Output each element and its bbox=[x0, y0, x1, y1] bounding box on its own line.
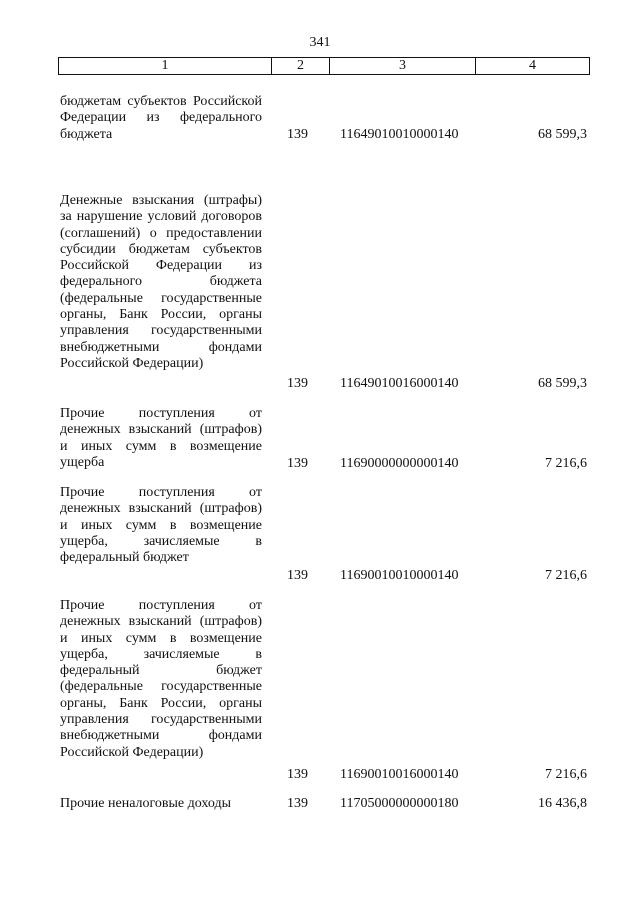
column-header-row bbox=[59, 58, 590, 75]
row-admin-code: 139 bbox=[287, 766, 308, 782]
row-admin-code: 139 bbox=[287, 567, 308, 583]
row-amount: 7 216,6 bbox=[545, 455, 587, 471]
column-header-2: 2 bbox=[272, 58, 330, 75]
page-number: 341 bbox=[309, 35, 331, 50]
row-admin-code: 139 bbox=[287, 795, 308, 811]
row-description: Прочие неналоговые доходы bbox=[60, 796, 232, 811]
table-row bbox=[60, 485, 589, 584]
row-admin-code: 139 bbox=[287, 126, 308, 142]
row-kbk-code: 11705000000000180 bbox=[340, 795, 459, 811]
row-description: Прочие поступления от денежных взысканий (штрафов) и иных сумм в возмещение ущерба, зачисляемые в федеральный бюджет (федеральные государственные органы, Банк России, органы управления государственными внебюджетными фондами Российской Федерации) bbox=[60, 598, 262, 760]
row-kbk-code: 11649010016000140 bbox=[340, 375, 459, 391]
row-amount: 7 216,6 bbox=[545, 567, 587, 583]
column-header-1: 1 bbox=[59, 58, 272, 75]
row-kbk-code: 11690010010000140 bbox=[340, 567, 459, 583]
row-kbk-code: 11690000000000140 bbox=[340, 455, 459, 471]
row-description: Прочие поступления от денежных взысканий (штрафов) и иных сумм в возмещение ущерба, зачисляемые в федеральный бюджет bbox=[60, 485, 262, 566]
table-row bbox=[60, 94, 589, 143]
row-amount: 68 599,3 bbox=[538, 375, 587, 391]
row-amount: 7 216,6 bbox=[545, 766, 587, 782]
column-header-table bbox=[58, 57, 590, 75]
row-admin-code: 139 bbox=[287, 375, 308, 391]
row-kbk-code: 11690010016000140 bbox=[340, 766, 459, 782]
table-row bbox=[60, 598, 589, 783]
row-description: Прочие поступления от денежных взысканий (штрафов) и иных сумм в возмещение ущерба bbox=[60, 406, 262, 470]
table-row bbox=[60, 193, 589, 392]
table-row bbox=[60, 796, 589, 812]
row-amount: 16 436,8 bbox=[538, 795, 587, 811]
row-description: Денежные взыскания (штрафы) за нарушение условий договоров (соглашений) о предоставлении субсидии бюджетам субъектов Российской Федерации из федерального бюджета (федеральные государственные органы, Банк России, органы управления государственными внебюджетными фондами Российской Федерации) bbox=[60, 193, 262, 371]
row-admin-code: 139 bbox=[287, 455, 308, 471]
table-row bbox=[60, 406, 589, 472]
row-description: бюджетам субъектов Российской Федерации из федерального бюджета bbox=[60, 94, 262, 142]
column-header-3: 3 bbox=[330, 58, 476, 75]
column-header-4: 4 bbox=[476, 58, 590, 75]
row-amount: 68 599,3 bbox=[538, 126, 587, 142]
row-kbk-code: 11649010010000140 bbox=[340, 126, 459, 142]
